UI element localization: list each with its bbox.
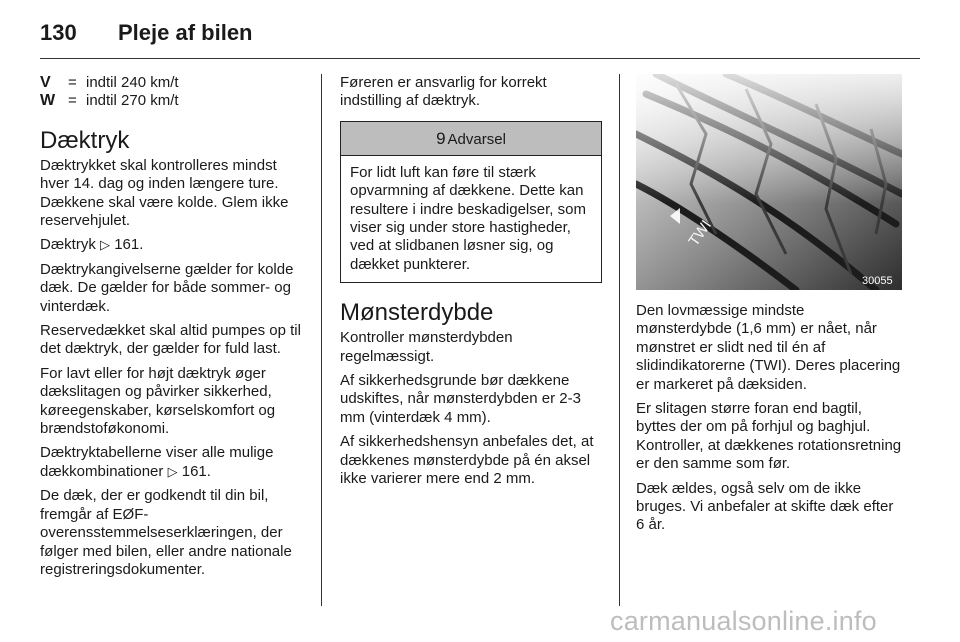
- page-number: 130: [40, 20, 77, 45]
- page-reference[interactable]: 161.: [114, 236, 144, 254]
- column-divider-1: [321, 74, 322, 606]
- paragraph: Føreren er ansvarlig for korrekt indstilling af dæktryk.: [340, 74, 547, 110]
- paragraph: De dæk, der er godkendt til din bil, fremgår af EØF-overensstemmelseserklæringen, der følger med bilen, eller andre nationale registreringsdokumenter.: [40, 487, 292, 578]
- paragraph: Dæktrykangivelserne gælder for kolde dæk. De gælder for både sommer- og vinterdæk.: [40, 260, 294, 315]
- paragraph: Dæk ældes, også selv om de ikke bruges. Vi anbefaler at skifte dæk efter 6 år.: [636, 479, 894, 534]
- paragraph: Er slitagen større foran end bagtil, byttes der om på forhjul og baghjul. Kontroller, at dækkenes rotationsretning er den samme som før.: [636, 400, 902, 473]
- speed-code: W: [40, 92, 56, 110]
- column-2: [340, 74, 602, 495]
- paragraph: Af sikkerhedsgrunde bør dækkene udskiftes, når mønsterdybden er 2-3 mm (vinterdæk 4 mm).: [340, 372, 581, 426]
- paragraph-text: Dæktryktabellerne viser alle mulige dækkombinationer: [40, 444, 274, 480]
- speed-value: indtil 240 km/t: [86, 74, 179, 91]
- column-3: [636, 74, 902, 541]
- warning-header: [341, 122, 601, 156]
- speed-row-w: [40, 92, 305, 110]
- page-reference-icon[interactable]: ▷: [167, 463, 178, 479]
- speed-equals: =: [68, 92, 77, 110]
- paragraph-reference: [40, 444, 305, 481]
- column-1: [40, 74, 305, 585]
- speed-value: indtil 270 km/t: [86, 92, 179, 110]
- figure-number: 30055: [862, 275, 893, 287]
- twi-label: TWI: [685, 217, 716, 250]
- paragraph: Den lovmæssige mindste mønsterdybde (1,6 mm) er nået, når mønstret er slidt ned til én af slidindikatorerne (TWI). Deres placering er markeret på dæksiden.: [636, 302, 901, 393]
- paragraph: For lavt eller for højt dæktryk øger dækslitagen og påvirker sikkerhed, køreegenskaber, kørselskomfort og brændstoføkonomi.: [40, 364, 276, 438]
- page-reference-icon[interactable]: ▷: [100, 237, 111, 253]
- paragraph: Dæktrykket skal kontrolleres mindst hver 14. dag og inden længere ture. Dækkene skal være kolde. Glem ikke reservehjulet.: [40, 156, 289, 229]
- paragraph-reference: [40, 236, 305, 254]
- tire-tread-illustration: [636, 74, 902, 290]
- section-heading-tyre-pressure: Dæktryk: [40, 126, 130, 154]
- warning-title: Advarsel: [447, 130, 506, 148]
- paragraph: Reservedækket skal altid pumpes op til det dæktryk, der gælder for fuld last.: [40, 322, 301, 358]
- tire-tread-image: [636, 74, 902, 290]
- warning-triangle-icon: 9: [436, 128, 446, 148]
- page-reference[interactable]: 161.: [181, 462, 211, 480]
- paragraph: Af sikkerhedshensyn anbefales det, at dækkenes mønsterdybde på én aksel ikke varierer mere end 2 mm.: [340, 433, 594, 488]
- watermark: carmanualsonline.info: [610, 606, 877, 636]
- header-rule: [40, 58, 920, 59]
- section-heading-tread-depth: Mønsterdybde: [340, 299, 494, 327]
- warning-body: For lidt luft kan føre til stærk opvarmning af dækkene. Dette kan resultere i indre beskadigelser, som viser sig under store hastigheder, ved at slidbanen løsner sig, og dækket punkterer.: [350, 163, 586, 273]
- speed-row-v: [40, 74, 305, 92]
- warning-box: [340, 121, 602, 283]
- page-header: [40, 20, 920, 62]
- paragraph-text: Dæktryk: [40, 236, 96, 254]
- speed-code: V: [40, 74, 51, 91]
- page-title: Pleje af bilen: [118, 20, 253, 45]
- paragraph: Kontroller mønsterdybden regelmæssigt.: [340, 329, 513, 365]
- speed-equals: =: [68, 74, 77, 91]
- column-divider-2: [619, 74, 620, 606]
